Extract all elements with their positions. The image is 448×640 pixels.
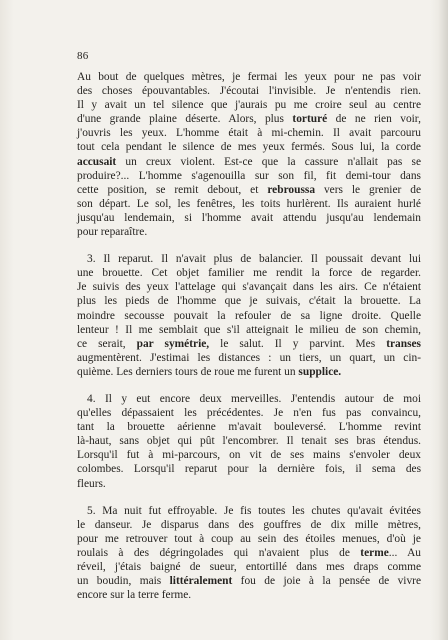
text-run: un boudin, mais [77, 575, 170, 588]
bold-term: terme [360, 546, 389, 559]
text-run: 5. Ma nuit fut effroyable. Je fis toutes les chutes qu'avait évitées [87, 504, 421, 517]
text-line [77, 518, 421, 532]
text-run: encore sur la terre ferme. [77, 589, 192, 602]
text-run: là-haut, sans objet qui pût l'encombrer. Il tenait ses bras étendus. [77, 435, 421, 448]
bold-term: transes [386, 337, 421, 350]
text-line [77, 252, 421, 266]
text-line [77, 280, 421, 294]
text-run: qu'elles dépassaient les précédentes. Je n'en fus pas convaincu, [77, 407, 421, 420]
text-run: j'ouvris les yeux. L'homme était à mi-chemin. Il avait parcouru [77, 127, 421, 140]
bold-term: torturé [292, 113, 328, 126]
paragraph-gap [77, 491, 421, 504]
text-line [77, 434, 421, 448]
text-run: son départ. Le sol, les fenêtres, les toits hurlèrent. Ils auraient hurlé [77, 197, 421, 210]
text-run: un creux violent. Est-ce que la cassure n'allait pas se [116, 155, 421, 168]
text-line [77, 546, 421, 560]
text-line [77, 392, 421, 406]
text-line [77, 183, 421, 197]
text-run: Je suivis des yeux l'attelage qui s'avançait dans les airs. Ce n'étaient [77, 281, 421, 294]
bold-term: rebroussa [267, 183, 316, 196]
text-line [77, 112, 421, 126]
text-line [77, 98, 421, 112]
text-line [77, 323, 421, 337]
page-number: 86 [77, 50, 89, 62]
text-run: 3. Il reparut. Il n'avait plus de balancier. Il poussait devant lui [87, 253, 421, 266]
text-line [77, 126, 421, 140]
text-line [77, 169, 421, 183]
text-line [77, 266, 421, 280]
text-line [77, 197, 421, 211]
text-line [77, 574, 421, 588]
text-run: moindre secousse pouvait la refouler de sa ligne droite. Quelle [77, 309, 421, 322]
text-line [77, 140, 421, 154]
text-run: augmentèrent. J'estimai les distances : un tiers, un quart, un cin- [77, 351, 421, 364]
text-run: tant la brouette aérienne m'avait bouleversé. L'homme revint [77, 421, 421, 434]
text-run: Au bout de quelques mètres, je fermai les yeux pour ne pas voir [77, 71, 421, 83]
text-run: quième. Les derniers tours de roue me furent un [77, 365, 299, 378]
text-run: Il y avait un tel silence que j'aurais pu me croire seul au centre [77, 99, 421, 112]
paragraph [77, 70, 421, 239]
text-run: le salut. Il y parvint. Mes [209, 337, 387, 350]
bold-term: par symétrie, [136, 337, 210, 350]
paragraph-gap [77, 379, 421, 392]
text-line [77, 211, 421, 225]
text-run: pour me retrouver tout à coup au sein des étoiles menues, d'où je [77, 532, 421, 545]
bold-term: littéralement [169, 575, 233, 588]
bold-term: accusait [77, 155, 117, 168]
text-run: fleurs. [77, 477, 106, 490]
text-run: produire?... L'homme s'agenouilla sur son fil, fit demi-tour dans [77, 169, 421, 182]
text-run: roulais à des dégringolades qui n'avaient plus de [77, 546, 361, 559]
text-run: ... Au [388, 546, 421, 559]
text-run: colombes. Lorsqu'il reparut pour la dernière fois, il sema des [77, 463, 421, 476]
text-line [77, 155, 421, 169]
text-run: plus les pieds de l'homme que je suivais, c'était la brouette. La [77, 295, 421, 308]
text-run: lenteur ! Il me semblait que s'il atteignait le milieu de son chemin, [77, 323, 421, 336]
text-line [77, 462, 421, 476]
text-line [77, 588, 421, 602]
text-line [77, 532, 421, 546]
text-line [77, 406, 421, 420]
bold-term: supplice. [298, 365, 342, 378]
text-run: des choses épouvantables. J'écoutai l'invisible. Je n'entendis rien. [77, 85, 421, 98]
text-run: fou de joie à la pensée de vivre [232, 575, 422, 588]
text-run: cette position, se remit debout, et [77, 183, 268, 196]
text-line [77, 351, 421, 365]
paragraph [77, 252, 421, 379]
text-run: tout cela pendant le silence de mes yeux fermés. Sous lui, la corde [77, 141, 421, 154]
text-line [77, 560, 421, 574]
text-run: Lorsqu'il fut à mi-parcours, on vit de ses mains s'envoler deux [77, 449, 421, 462]
paragraph [77, 392, 421, 491]
text-line [77, 448, 421, 462]
text-line [77, 477, 421, 491]
text-run: vers le grenier de [315, 183, 421, 196]
paragraph-gap [77, 239, 421, 252]
text-line [77, 337, 421, 351]
page-edge-shadow [438, 0, 448, 640]
text-run: d'une grande plaine déserte. Alors, plus [77, 113, 293, 126]
text-line [77, 309, 421, 323]
text-line [77, 70, 421, 84]
text-run: de ne rien voir, [327, 113, 421, 126]
paragraph [77, 504, 421, 603]
text-run: pour reparaître. [77, 226, 148, 239]
page-text [77, 70, 421, 602]
text-line [77, 84, 421, 98]
text-line [77, 294, 421, 308]
text-run: ce serait, [77, 337, 137, 350]
text-run: le danseur. Je disparus dans des gouffres de dix mille mètres, [77, 518, 421, 531]
text-line [77, 225, 421, 239]
text-run: jusqu'au lendemain, si l'homme avait attendu jusqu'au lendemain [77, 211, 421, 224]
text-run: 4. Il y eut encore deux merveilles. J'entendis autour de moi [87, 392, 421, 405]
text-line [77, 504, 421, 518]
text-run: réveil, j'étais baigné de sueur, entortillé dans mes draps comme [77, 561, 421, 573]
text-line [77, 365, 421, 379]
text-line [77, 420, 421, 434]
text-run: une brouette. Cet objet familier me rendit la force de regarder. [77, 267, 421, 280]
